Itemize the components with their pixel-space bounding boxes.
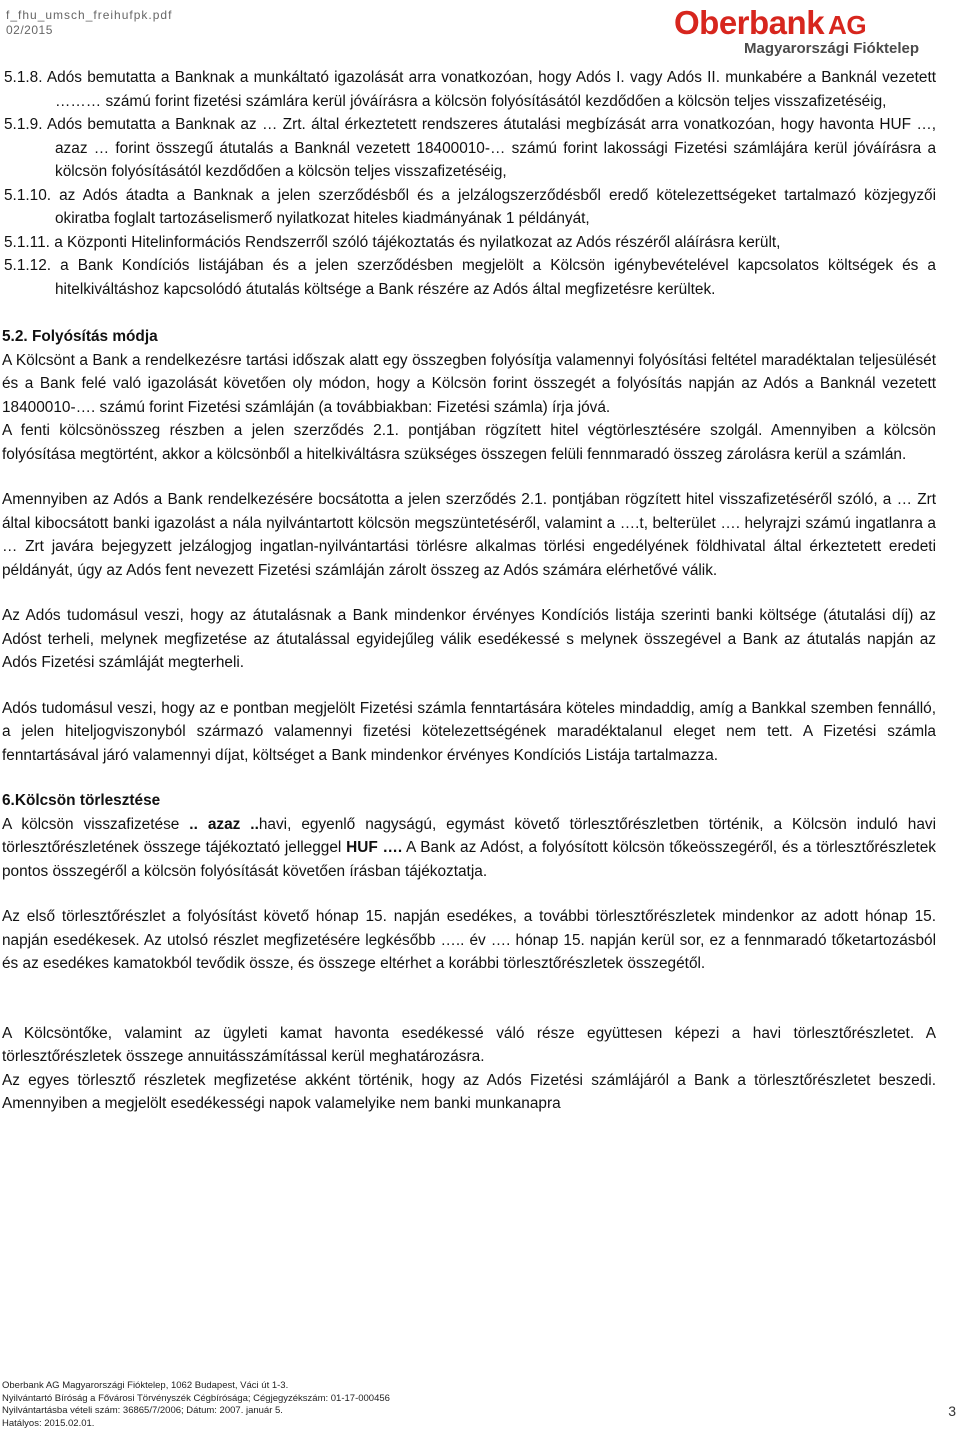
section-5-2-paragraph-1: A Kölcsönt a Bank a rendelkezésre tartási időszak alatt egy összegben folyósítja valamennyi folyósítási feltétel maradéktalan teljesülését és a Bank felé való igazolását követően oly módon, hogy a Kölcsön forint összegét a folyósítás napján az Adós a Banknál vezetett 18400010-…. számú forint Fizetési számláján (a továbbiakban: Fizetési számla) írja jóvá. bbox=[2, 351, 936, 416]
clause-5-1-10: 5.1.10. az Adós átadta a Banknak a jelen szerződésből és a jelzálogszerződésből eredő kötelezettségeket tartalmazó közjegyzői okiratba foglalt tartozáselismerő nyilatkozat hiteles kiadmányának 1 példányát, bbox=[4, 186, 936, 227]
document-date: 02/2015 bbox=[6, 23, 53, 37]
document-header bbox=[6, 8, 172, 38]
footer-registration: Nyilvántartásba vételi szám: 36865/7/2006; Dátum: 2007. január 5. bbox=[2, 1405, 283, 1416]
clause-5-1-12: 5.1.12. a Bank Kondíciós listájában és a jelen szerződésben megjelölt a Kölcsön igénybevételével kapcsolatos költségek és a hitelkiváltáshoz kapcsolódó átutalás költsége a Bank részére az Adós által megfizetésre kerültek. bbox=[4, 257, 936, 298]
section-6-paragraph-4: Az egyes törlesztő részletek megfizetése akként történik, hogy az Adós Fizetési számlájáról a Bank a törlesztőrészletet beszedi. Amennyiben a megjelölt esedékességi napok valamelyike nem banki munkanapra bbox=[2, 1071, 936, 1112]
section-5-2-paragraph-2: A fenti kölcsönösszeg részben a jelen szerződés 2.1. pontjában rögzített hitel végtörlesztésére szolgál. Amennyiben a kölcsön folyósítása megtörtént, akkor a kölcsönből a hitelkiváltásra szükséges összegen felüli fennmaradó összeg zárolásra kerül a számlán. bbox=[2, 422, 936, 463]
footer-effective-date: Hatályos: 2015.02.01. bbox=[2, 1417, 95, 1429]
logo-subtitle: Magyarországi Fióktelep bbox=[744, 40, 920, 57]
logo-brand: Oberbank AG bbox=[674, 4, 867, 41]
section-6-paragraph-1: A kölcsön visszafizetése .. azaz ..havi, egyenlő nagyságú, egymást követő törlesztőrészletben történik, a Kölcsön induló havi törlesztőrészletének összege tájékoztató jelleggel HUF …. A Bank az Adóst, a folyósított kölcsön tőkeösszegéről, és a törlesztőrészletek pontos összegéről a kölcsön folyósítását követően írásban tájékoztatja. bbox=[2, 815, 936, 880]
section-6-heading: 6.Kölcsön törlesztése bbox=[2, 792, 161, 809]
document-body bbox=[0, 66, 960, 1116]
section-5-2-paragraph-5: Adós tudomásul veszi, hogy az e pontban megjelölt Fizetési számla fenntartására köteles mindaddig, amíg a Bankkal szemben fennálló, a jelen hiteljogviszonyból származó valamennyi fizetési kötelezettségének maradéktalanul eleget nem tett. A Fizetési számla fenntartásával járó valamennyi díjat, költséget a Bank mindenkor érvényes Kondíciós Listája tartalmazza. bbox=[2, 699, 936, 764]
clause-5-1-9: 5.1.9. Adós bemutatta a Banknak az … Zrt. által érkeztetett rendszeres átutalási megbízását arra vonatkozóan, hogy havonta HUF …, azaz … forint összegű átutalás a Banknál vezetett 18400010-… számú forint lakossági Fizetési számlájára kerül jóváírásra a kölcsön folyósításától kezdődően a kölcsön teljes visszafizetéséig, bbox=[4, 116, 936, 180]
footer-registry: Nyilvántartó Bíróság a Fővárosi Törvényszék Cégbírósága; Cégjegyzékszám: 01-17-000456 bbox=[2, 1392, 390, 1404]
section-5-2-heading: 5.2. Folyósítás módja bbox=[2, 328, 158, 345]
document-footer bbox=[2, 1380, 390, 1430]
clause-5-1-8: 5.1.8. Adós bemutatta a Banknak a munkáltató igazolását arra vonatkozóan, hogy Adós I. vagy Adós II. munkabére a Banknál vezetett ……… számú forint fizetési számlára kerül jóváírásra a kölcsön folyósításától kezdődően a kölcsön teljes visszafizetéséig, bbox=[4, 69, 936, 110]
page-number: 3 bbox=[948, 1403, 956, 1419]
section-5-2-paragraph-3: Amennyiben az Adós a Bank rendelkezésére bocsátotta a jelen szerződés 2.1. pontjában rögzített hitel visszafizetéséről szóló, a … Zrt által kibocsátott banki igazolást a nála nyilvántartott kölcsön megszüntetéséről, valamint a ….t, belterület …. helyrajzi számú ingatlanra a … Zrt javára bejegyzett jelzálogjog ingatlan-nyilvántartási törlésre alkalmas törlési engedélyének földhivatal által érkeztetett eredeti példányát, úgy az Adós fent nevezett Fizetési számláján zárolt összeg az Adós számára elérhetővé válik. bbox=[2, 491, 936, 579]
oberbank-logo bbox=[674, 6, 936, 58]
section-5-2-paragraph-4: Az Adós tudomásul veszi, hogy az átutalásnak a Bank mindenkor érvényes Kondíciós listája szerinti banki költsége (átutalási díj) az Adóst terheli, melynek megfizetése az átutalással egyidejűleg válik esedékessé s melynek összegével a Bank az átutalás napján az Adós Fizetési számláját megterheli. bbox=[2, 607, 936, 671]
section-6-paragraph-3: A Kölcsöntőke, valamint az ügyleti kamat havonta esedékessé váló része együttesen képezi a havi törlesztőrészletet. A törlesztőrészletek összege annuitásszámítással kerül meghatározásra. bbox=[2, 1024, 936, 1065]
section-6-paragraph-2: Az első törlesztőrészlet a folyósítást követő hónap 15. napján esedékes, a további törlesztőrészletek mindenkor az adott hónap 15. napján esedékesek. Az utolsó részlet megfizetésére legkésőbb ….. év …. hónap 15. napján kerül sor, ez a fennmaradó tőketartozásból és az esedékes kamatokból tevődik össze, és összege eltérhet a korábbi törlesztőrészletek összegétől. bbox=[2, 908, 936, 972]
document-code: f_fhu_umsch_freihufpk.pdf bbox=[6, 8, 173, 22]
clause-5-1-11: 5.1.11. a Központi Hitelinformációs Rendszerről szóló tájékoztatás és nyilatkozat az Adós részéről aláírásra került, bbox=[4, 233, 781, 251]
footer-address: Oberbank AG Magyarországi Fióktelep, 1062 Budapest, Váci út 1-3. bbox=[2, 1380, 289, 1391]
